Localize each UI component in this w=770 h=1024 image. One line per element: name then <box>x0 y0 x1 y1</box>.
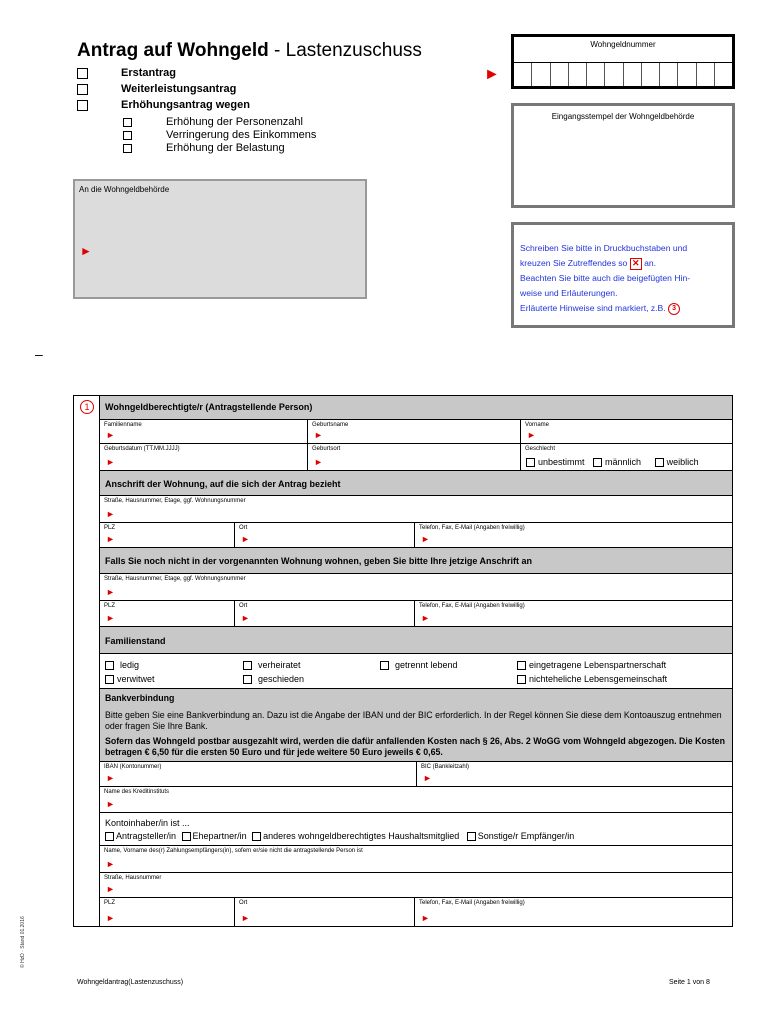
field-label: IBAN (Kontonummer) <box>104 764 162 770</box>
field-label: Geschlecht <box>525 446 556 452</box>
option-label: männlich <box>605 456 642 467</box>
field-label: Geburtsdatum (TT.MM.JJJJ) <box>104 446 180 452</box>
field-ort[interactable] <box>234 523 414 547</box>
checkbox-belastung[interactable] <box>123 144 132 153</box>
field-zahlungsempfaenger[interactable] <box>100 846 732 872</box>
field-kreditinstitut[interactable] <box>100 787 732 812</box>
arrow-icon: ► <box>241 534 250 544</box>
section-title: Bankverbindung <box>105 693 175 703</box>
field-plz-empfaenger[interactable] <box>100 898 234 926</box>
checkbox-verheiratet[interactable] <box>243 661 252 670</box>
wohngeldnummer-input[interactable] <box>514 62 732 86</box>
field-geschlecht <box>520 444 732 470</box>
field-label: PLZ <box>104 603 116 609</box>
row-iban-bic <box>100 762 732 787</box>
cross-example-icon: ✕ <box>630 258 642 270</box>
field-label: BIC (Bankleitzahl) <box>421 764 470 770</box>
row-kreditinstitut <box>100 787 732 813</box>
field-telefon-jetzig[interactable] <box>414 601 732 626</box>
option-label: eingetragene Lebenspartnerschaft <box>529 660 667 670</box>
option-nichtehelich[interactable] <box>517 674 667 684</box>
arrow-icon: ► <box>106 534 115 544</box>
field-label: Ort <box>239 603 248 609</box>
field-label: Telefon, Fax, E-Mail (Angaben freiwillig) <box>419 603 525 609</box>
checkbox-verwitwet[interactable] <box>105 675 114 684</box>
arrow-icon: ► <box>106 430 115 440</box>
option-label: Verringerung des Einkommens <box>166 129 317 141</box>
field-bic[interactable] <box>416 762 732 786</box>
field-label: Straße, Hausnummer, Etage, ggf. Wohnungsnummer <box>104 576 246 582</box>
row-plz-ort-empfaenger <box>100 898 732 926</box>
field-ort-empfaenger[interactable] <box>234 898 414 926</box>
checkbox-ehepartner[interactable] <box>182 832 191 841</box>
option-einkommen[interactable] <box>123 129 316 142</box>
kontoinhaber-label: Kontoinhaber/in ist ... <box>105 818 190 828</box>
option-belastung[interactable] <box>123 142 316 155</box>
field-vorname[interactable] <box>520 420 732 443</box>
arrow-icon: ► <box>241 913 250 923</box>
row-plz-ort-2 <box>100 601 732 627</box>
footer-page-number: Seite 1 von 8 <box>669 979 710 986</box>
checkbox-geschieden[interactable] <box>243 675 252 684</box>
row-familienstand <box>100 654 732 689</box>
field-label: Name, Vorname des(r) Zahlungsempfängers(in), sofern er/sie nicht die antragstellende Person ist <box>104 848 363 854</box>
section-title: Falls Sie noch nicht in der vorgenannten Wohnung wohnen, geben Sie bitte Ihre jetzige Anschrift an <box>105 556 533 566</box>
option-label: Antragsteller/in <box>116 831 177 841</box>
row-strasse-1 <box>100 496 732 523</box>
eingangsstempel-label: Eingangsstempel der Wohngeldbehörde <box>551 112 695 121</box>
option-label: verheiratet <box>258 660 301 670</box>
instructions-line: Beachten Sie bitte auch die beigefügten Hin- <box>520 273 691 283</box>
row-names <box>100 420 732 444</box>
option-label: nichteheliche Lebensgemeinschaft <box>529 674 668 684</box>
option-erhoehungsantrag[interactable] <box>77 99 250 113</box>
field-label: Straße, Hausnummer, Etage, ggf. Wohnungsnummer <box>104 498 246 504</box>
row-strasse-empfaenger <box>100 873 732 898</box>
field-label: Name des Kreditinstituts <box>104 789 170 795</box>
side-copyright: © HzD · Stand 01.2016 <box>20 916 26 968</box>
title-normal: Lastenzuschuss <box>285 40 422 61</box>
option-verwitwet[interactable] <box>105 674 155 684</box>
instructions-line <box>520 301 732 316</box>
checkbox-lebenspartnerschaft[interactable] <box>517 661 526 670</box>
field-telefon[interactable] <box>414 523 732 547</box>
arrow-icon: ► <box>106 587 115 597</box>
behoerde-address-box[interactable] <box>73 179 367 299</box>
row-plz-ort-1 <box>100 523 732 548</box>
instructions-text: Erläuterte Hinweise sind markiert, z.B. <box>520 303 666 313</box>
checkbox-unbestimmt[interactable] <box>526 458 535 467</box>
behoerde-label: An die Wohngeldbehörde <box>79 185 170 194</box>
option-verheiratet[interactable] <box>243 660 301 670</box>
option-label: getrennt lebend <box>395 660 458 670</box>
option-label: weiblich <box>666 456 699 467</box>
option-weiblich[interactable] <box>655 457 699 467</box>
arrow-icon: ► <box>106 773 115 783</box>
field-label: Geburtsname <box>312 422 349 428</box>
arrow-icon: ► <box>421 534 430 544</box>
option-label: Erstantrag <box>121 67 177 79</box>
arrow-icon: ► <box>106 859 115 869</box>
option-lebenspartnerschaft[interactable] <box>517 660 666 670</box>
arrow-icon: ► <box>421 613 430 623</box>
arrow-icon: ► <box>106 613 115 623</box>
bank-cost-text: Sofern das Wohngeld postbar ausgezahlt wird, werden die dafür anfallenden Kosten nach § 26, Abs. 2 WoGG vom Wohngeld abgezogen. Die Kosten betragen € 6,50 für die ersten 50 Euro und für jede weitere 50 Euro jeweils € 0,65. <box>105 736 725 757</box>
field-label: Straße, Hausnummer <box>104 875 162 881</box>
option-weiterleistungsantrag[interactable] <box>77 83 250 99</box>
option-maennlich[interactable] <box>593 457 641 467</box>
field-label: Telefon, Fax, E-Mail (Angaben freiwillig) <box>419 525 525 531</box>
checkbox-erstantrag[interactable] <box>77 68 88 79</box>
checkbox-antragsteller[interactable] <box>105 832 114 841</box>
arrow-icon: ► <box>106 457 115 467</box>
option-label: Weiterleistungsantrag <box>121 83 237 95</box>
instructions-line: weise und Erläuterungen. <box>520 288 618 298</box>
arrow-icon: ► <box>527 430 536 440</box>
option-label: Erhöhung der Personenzahl <box>166 116 303 128</box>
field-plz-jetzig[interactable] <box>100 601 234 626</box>
section-title: Wohngeldberechtigte/r (Antragstellende Person) <box>105 402 313 412</box>
checkbox-ledig[interactable] <box>105 661 114 670</box>
row-strasse-2 <box>100 574 732 601</box>
option-label: verwitwet <box>117 674 155 684</box>
section-header-familienstand <box>100 627 732 654</box>
option-label: anderes wohngeldberechtigtes Haushaltsmitglied <box>263 831 460 841</box>
wohngeldnummer-box <box>511 34 735 89</box>
checkbox-einkommen[interactable] <box>123 131 132 140</box>
option-label: geschieden <box>258 674 305 684</box>
instructions-line: Schreiben Sie bitte in Druckbuchstaben und <box>520 243 688 253</box>
checkbox-nichtehelich[interactable] <box>517 675 526 684</box>
option-personenzahl[interactable] <box>123 116 316 129</box>
field-familienname[interactable] <box>100 420 307 443</box>
field-strasse-etage-jetzig[interactable] <box>100 574 732 600</box>
fold-mark: – <box>35 346 43 362</box>
checkbox-erhoehung[interactable] <box>77 100 88 111</box>
option-label: Ehepartner/in <box>192 831 247 841</box>
option-ehepartner[interactable] <box>182 831 247 841</box>
option-sonstige[interactable] <box>467 831 575 841</box>
checkbox-sonstige[interactable] <box>467 832 476 841</box>
checkbox-personenzahl[interactable] <box>123 118 132 127</box>
option-label: Erhöhungsantrag wegen <box>121 99 250 111</box>
field-telefon-empfaenger[interactable] <box>414 898 732 926</box>
footer-form-name: Wohngeldantrag(Lastenzuschuss) <box>77 979 184 986</box>
section-header-jetzige-anschrift <box>100 548 732 574</box>
row-zahlungsempfaenger <box>100 846 732 873</box>
field-label: PLZ <box>104 900 116 906</box>
field-geburtsname[interactable] <box>307 420 520 443</box>
checkbox-haushaltsmitglied[interactable] <box>252 832 261 841</box>
arrow-icon: ► <box>241 613 250 623</box>
title-separator: - <box>268 40 286 61</box>
field-strasse-empfaenger[interactable] <box>100 873 732 897</box>
arrow-icon: ► <box>106 884 115 894</box>
option-label: ledig <box>120 660 140 670</box>
row-birth <box>100 444 732 471</box>
option-geschieden[interactable] <box>243 674 304 684</box>
hint-number-icon: 3 <box>668 303 680 315</box>
section-bankverbindung <box>100 689 732 762</box>
option-label: Erhöhung der Belastung <box>166 142 285 154</box>
section-number-icon: 1 <box>80 400 94 414</box>
eingangsstempel-box <box>511 103 735 208</box>
arrow-icon: ► <box>106 799 115 809</box>
field-iban[interactable] <box>100 762 416 786</box>
field-plz[interactable] <box>100 523 234 547</box>
arrow-icon: ► <box>106 913 115 923</box>
field-strasse-etage[interactable] <box>100 496 732 522</box>
application-type-options <box>77 67 250 113</box>
option-label: Sonstige/r Empfänger/in <box>477 831 575 841</box>
field-ort-jetzig[interactable] <box>234 601 414 626</box>
field-label: Familienname <box>104 422 142 428</box>
field-label: PLZ <box>104 525 116 531</box>
checkbox-weiblich[interactable] <box>655 458 664 467</box>
arrow-icon: ► <box>314 457 323 467</box>
arrow-icon: ► <box>106 509 115 519</box>
section-title: Familienstand <box>105 636 166 646</box>
field-label: Geburtsort <box>312 446 341 452</box>
option-antragsteller[interactable] <box>105 831 176 841</box>
increase-reason-options <box>123 116 316 155</box>
checkbox-weiterleistung[interactable] <box>77 84 88 95</box>
wohngeldnummer-label: Wohngeldnummer <box>590 40 656 49</box>
section-header-antragsteller <box>100 396 732 420</box>
field-geburtsort[interactable] <box>307 444 520 470</box>
option-ledig[interactable] <box>105 660 139 670</box>
field-label: Ort <box>239 525 248 531</box>
field-label: Telefon, Fax, E-Mail (Angaben freiwillig) <box>419 900 525 906</box>
behoerde-arrow-icon: ► <box>80 244 92 258</box>
field-label: Vorname <box>525 422 550 428</box>
option-getrennt[interactable] <box>380 660 458 670</box>
checkbox-maennlich[interactable] <box>593 458 602 467</box>
bank-info-text: Bitte geben Sie eine Bankverbindung an. Dazu ist die Angabe der IBAN und der BIC erforderlich. In der Regel können Sie diese dem Kontoauszug entnehmen oder fragen Sie Ihre Bank. <box>105 710 722 731</box>
instructions-line <box>520 256 732 271</box>
option-label: unbestimmt <box>538 456 585 467</box>
field-geburtsdatum[interactable] <box>100 444 307 470</box>
section-title: Anschrift der Wohnung, auf die sich der Antrag bezieht <box>105 479 341 489</box>
form-left-column <box>73 395 100 927</box>
arrow-icon: ► <box>423 773 432 783</box>
option-unbestimmt[interactable] <box>526 457 585 467</box>
field-label: Ort <box>239 900 248 906</box>
page-title <box>77 40 422 62</box>
arrow-icon: ► <box>421 913 430 923</box>
option-haushaltsmitglied[interactable] <box>252 831 459 841</box>
instructions-box <box>511 222 735 328</box>
row-kontoinhaber <box>100 813 732 846</box>
section-header-anschrift <box>100 471 732 496</box>
instructions-text: an. <box>644 258 657 268</box>
option-erstantrag[interactable] <box>77 67 250 83</box>
title-bold: Antrag auf Wohngeld <box>77 40 269 61</box>
wohngeldnummer-arrow-icon: ► <box>484 66 500 83</box>
instructions-text: kreuzen Sie Zutreffendes so <box>520 258 628 268</box>
checkbox-getrennt[interactable] <box>380 661 389 670</box>
arrow-icon: ► <box>314 430 323 440</box>
